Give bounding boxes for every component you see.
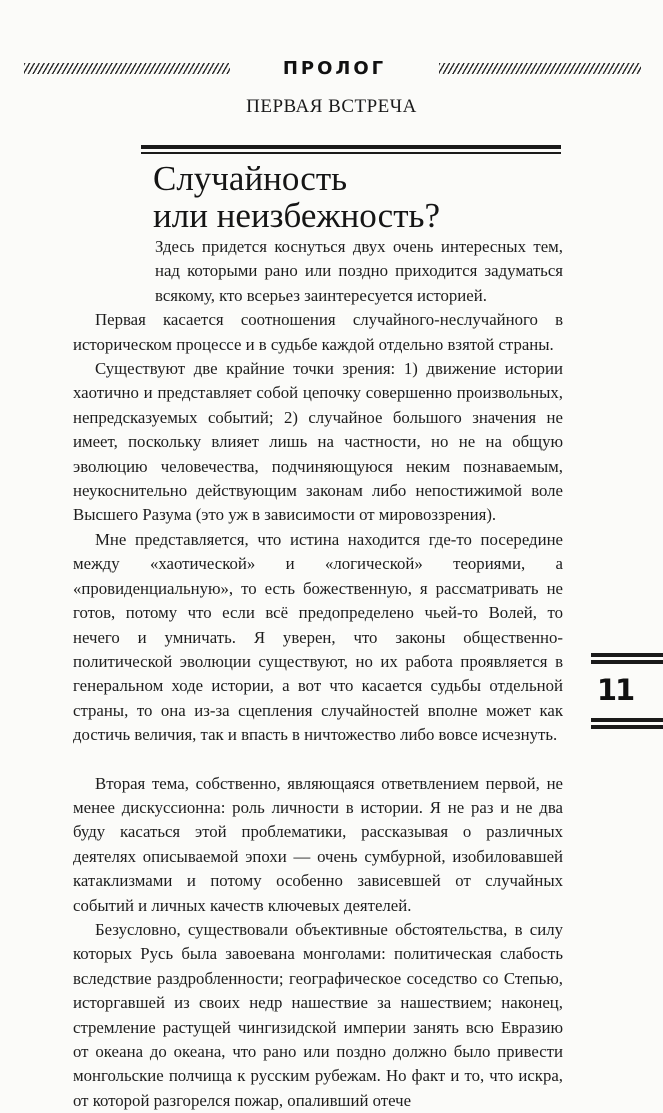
- page-number: 11: [596, 673, 634, 707]
- page-number-tab: [591, 653, 663, 729]
- section-subtitle: ПЕРВАЯ ВСТРЕЧА: [246, 96, 417, 117]
- tab-bar: [591, 660, 663, 664]
- paragraph: Существуют две крайние точки зрения: 1) движение истории хаотично и представляет собой цепочку совершенно произвольных, непредсказуемых событий; 2) случайное большого значения не имеет, поскольку влияет лишь на частности, но не на общую эволюцию человечества, подчиняющуюся неким познаваемым, неукоснительно действующим законам либо непостижимой воле Высшего Разума (это уж в зависимости от мировоззрения).: [73, 359, 563, 525]
- chapter-title: [153, 160, 593, 234]
- title-rule-thick: [141, 145, 561, 149]
- tab-bar: [591, 725, 663, 729]
- section-label: ПРОЛОГ: [282, 58, 387, 79]
- paragraph: Вторая тема, собственно, являющаяся ответвлением первой, не менее дискуссионна: роль личности в истории. Я не раз и не два буду касаться этой проблематики, рассказывая о различных деятелях описываемой эпохи — очень сумбурной, изобиловавшей катаклизмами и потому особенно зависевшей от случайных событий и личных качеств ключевых деятелей.: [73, 773, 563, 915]
- chapter-title-line-1: Случайность: [153, 159, 348, 198]
- tab-bar: [591, 718, 663, 722]
- paragraph: Первая касается соотношения случайного-неслучайного в историческом процессе и в судьбе каждой отдельно взятой страны.: [73, 310, 563, 354]
- tab-bar: [591, 653, 663, 657]
- paragraph: Здесь придется коснуться двух очень интересных тем, над которыми рано или поздно приходится задуматься всякому, кто всерьез заинтересуется историей.: [155, 237, 563, 305]
- chapter-title-line-2: или неизбежность?: [153, 196, 440, 235]
- body-text: [73, 235, 563, 1113]
- header-hatch-right: [439, 63, 641, 74]
- paragraph: Мне представляется, что истина находится где-то посередине между «хаотической» и «логической» теориями, а «провиденциальную», то есть божественную, я рассматривать не готов, потому что если всё предопределено чьей-то Волей, то нечего и умничать. Я уверен, что законы общественно-политической эволюции существуют, но их работа проявляется в генеральном ходе истории, а вот что касается судьбы отдельной страны, то она из-за сцепления случайностей вполне может как достичь величия, так и впасть в ничтожество либо вовсе исчезнуть.: [73, 529, 563, 745]
- paragraph: Безусловно, существовали объективные обстоятельства, в силу которых Русь была завоевана монголами: политическая слабость вследствие раздробленности; географическое соседство со Степью, исторгавшей из своих недр нашествие за нашествием; наконец, стремление растущей чингизидской империи занять всю Евразию от океана до океана, что рано или поздно должно было привести монгольские полчища к русским рубежам. Но факт и то, что искра, от которой разгорелся пожар, опаливший отече: [73, 919, 563, 1110]
- section-header: [24, 56, 641, 82]
- header-hatch-left: [24, 63, 230, 74]
- title-rule-thin: [141, 152, 561, 154]
